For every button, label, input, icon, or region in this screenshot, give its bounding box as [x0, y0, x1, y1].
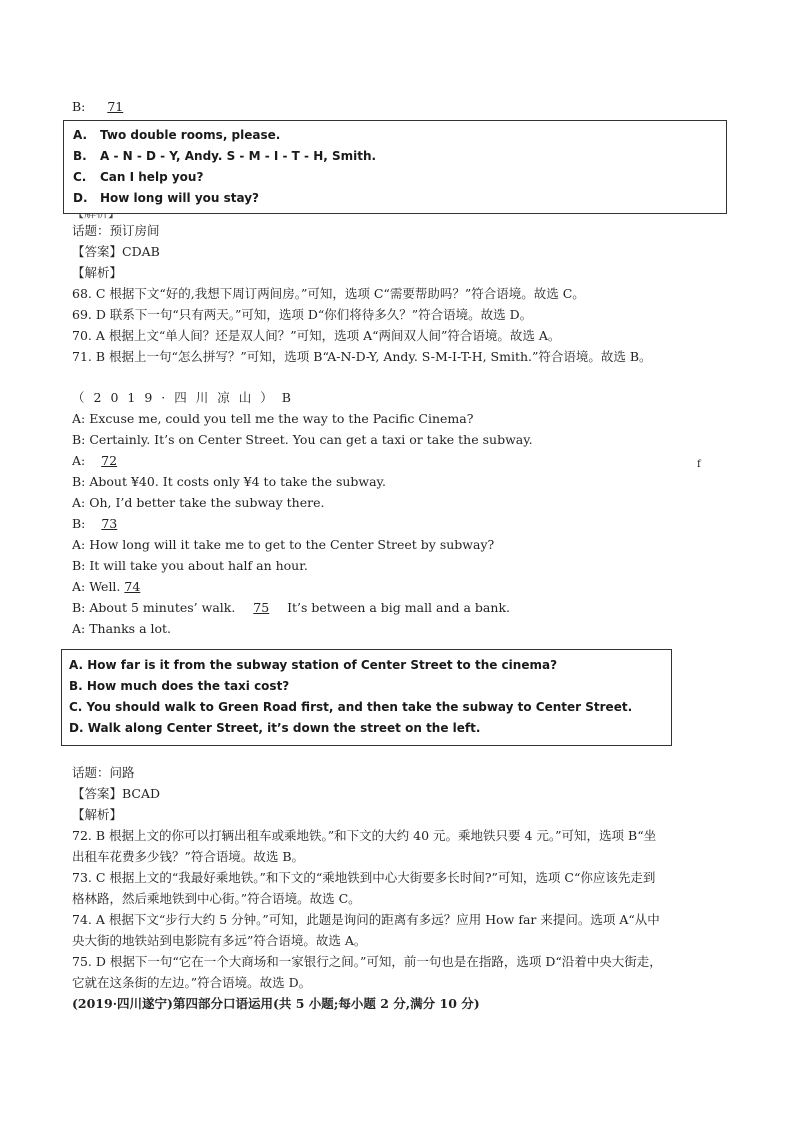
source-label: （2019·四川凉山）B	[72, 390, 300, 405]
dialogue-line-blank75: B: About 5 minutes’ walk. 75 It’s between a big mall and a bank.	[72, 600, 510, 615]
blank-72: 72	[101, 453, 118, 468]
analysis-line: 格林路，然后乘地铁到中心街。”符合语境。故选 C。	[72, 891, 361, 906]
blank-75: 75	[253, 600, 270, 615]
blank-73: 73	[101, 516, 118, 531]
topic-line: 话题：问路	[72, 765, 135, 780]
analysis-line: 它就在这条街的左边。”符合语境。故选 D。	[72, 975, 312, 990]
dialogue-line-b71	[72, 98, 129, 116]
option-c: C. Can I help you?	[73, 170, 204, 184]
analysis-line: 68. C 根据下文“好的,我想下周订两间房。”可知，选项 C“需要帮助吗？”符合语境。故选 C。	[72, 286, 585, 301]
dialogue-line: B: Certainly. It’s on Center Street. You can get a taxi or take the subway.	[72, 432, 533, 447]
dialogue-line-blank73: B: 73	[72, 515, 121, 533]
speaker-label: B:	[72, 99, 86, 114]
dialogue-line-blank72: A: 72	[72, 452, 121, 470]
analysis-line: 70. A 根据上文“单人间？还是双人间？”可知，选项 A“两间双人间”符合语境。故选 A。	[72, 328, 561, 343]
answer-line: 【答案】CDAB	[72, 244, 160, 259]
dialogue-line-blank74: A: Well. 74	[72, 579, 141, 594]
dialogue-line: A: Excuse me, could you tell me the way to the Pacific Cinema?	[72, 411, 474, 426]
option-a: A. Two double rooms, please.	[73, 128, 281, 142]
analysis-line: 71. B 根据上一句“怎么拼写？”可知，选项 B“A-N-D-Y, Andy. S-M-I-T-H, Smith.”符合语境。故选 B。	[72, 349, 652, 364]
option-c: C. You should walk to Green Road first, and then take the subway to Center Street.	[69, 700, 633, 714]
section-footer: (2019·四川遂宁)第四部分口语运用(共 5 小题;每小题 2 分,满分 10 分)	[72, 996, 480, 1011]
dialogue-line: B: It will take you about half an hour.	[72, 558, 308, 573]
dialogue-line: A: Oh, I’d better take the subway there.	[72, 495, 325, 510]
option-a: A. How far is it from the subway station of Center Street to the cinema?	[69, 658, 558, 672]
blank-74: 74	[124, 579, 141, 594]
option-b: B. How much does the taxi cost?	[69, 679, 290, 693]
dialogue-line: A: Thanks a lot.	[72, 621, 172, 636]
options-box-1	[63, 120, 727, 214]
analysis-line: 72. B 根据上文的你可以打辆出租车或乘地铁。”和下文的大约 40 元。乘地铁只要 4 元。”可知，选项 B“坐	[72, 828, 657, 843]
stray-mark: f	[697, 459, 701, 470]
dialogue-line: A: How long will it take me to get to the Center Street by subway?	[72, 537, 495, 552]
analysis-line: 75. D 根据下一句“它在一个大商场和一家银行之间。”可知，前一句也是在指路，选项 D“沿着中央大街走，	[72, 954, 662, 969]
analysis-line: 73. C 根据上文的“我最好乘地铁。”和下文的“乘地铁到中心大街要多长时间?”可知，选项 C“你应该先走到	[72, 870, 656, 885]
dialogue-line: B: About ¥40. It costs only ¥4 to take the subway.	[72, 474, 386, 489]
options-box-2	[61, 649, 672, 746]
analysis-heading: 【解析】	[72, 807, 123, 822]
answer-line: 【答案】BCAD	[72, 786, 161, 801]
option-b: B. A - N - D - Y, Andy. S - M - I - T - H, Smith.	[73, 149, 377, 163]
option-d: D. How long will you stay?	[73, 191, 259, 205]
blank-71: 71	[107, 99, 124, 114]
analysis-heading: 【解析】	[72, 265, 123, 280]
option-d: D. Walk along Center Street, it’s down the street on the left.	[69, 721, 481, 735]
analysis-line: 央大街的地铁站到电影院有多远”符合语境。故选 A。	[72, 933, 367, 948]
topic-line: 话题：预订房间	[72, 223, 160, 238]
analysis-line: 74. A 根据下文“步行大约 5 分钟。”可知，此题是询问的距离有多远？应用 How far 来提问。选项 A“从中	[72, 912, 660, 927]
analysis-line: 出租车花费多少钱？”符合语境。故选 B。	[72, 849, 305, 864]
analysis-line: 69. D 联系下一句“只有两天。”可知，选项 D“你们将待多久？”符合语境。故选 D。	[72, 307, 533, 322]
